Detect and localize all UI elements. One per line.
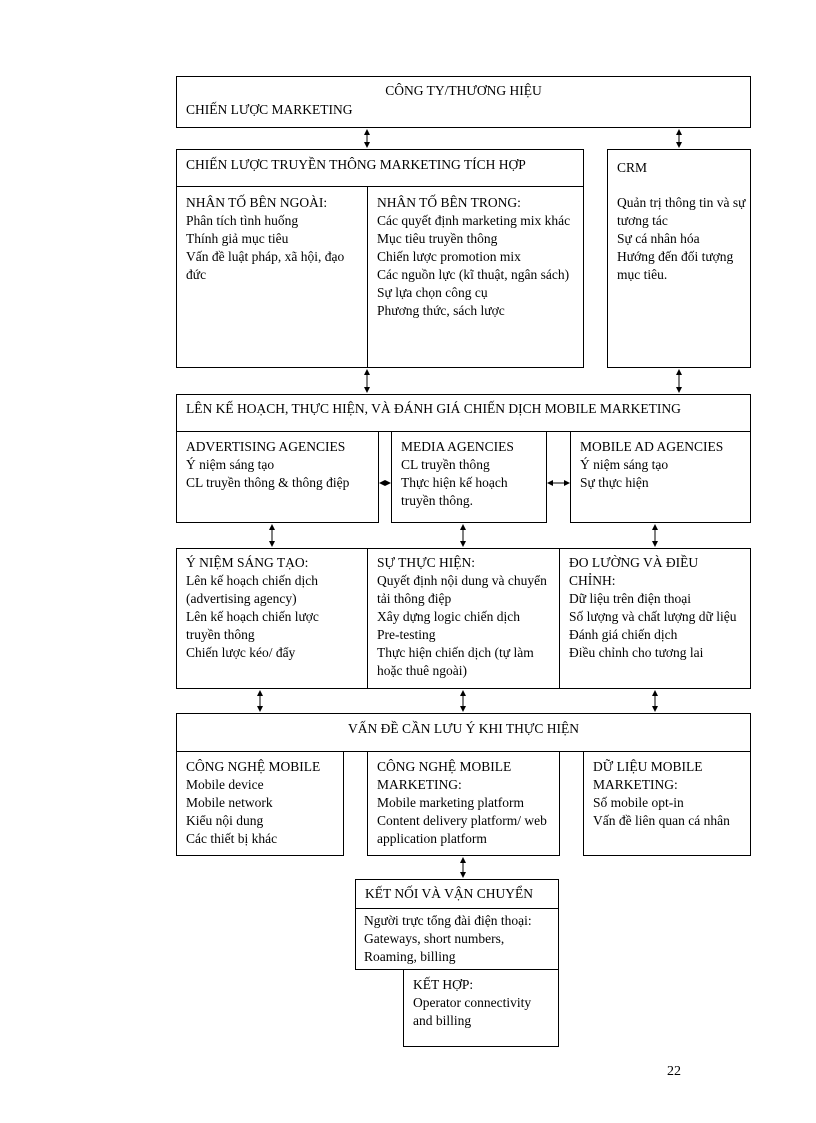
creative-concept-title: Ý NIỆM SÁNG TẠO: bbox=[186, 555, 309, 570]
imc-title: CHIẾN LƯỢC TRUYỀN THÔNG MARKETING TÍCH HỢP bbox=[186, 157, 526, 172]
issues-title: VẤN ĐỀ CẦN LƯU Ý KHI THỰC HIỆN bbox=[347, 721, 580, 736]
page-number: 22 bbox=[667, 1064, 681, 1079]
external-factors-title: NHÂN TỐ BÊN NGOÀI: bbox=[186, 195, 328, 210]
crm-title: CRM bbox=[617, 160, 648, 175]
crm-items: Quản trị thông tin và sự tương tác Sự cá nhân hóa Hướng đến đối tượng mục tiêu. bbox=[617, 195, 746, 282]
combine-items: Operator connectivity and billing bbox=[413, 995, 532, 1028]
mobile-ad-agencies-title: MOBILE AD AGENCIES bbox=[580, 439, 724, 454]
mm-data-title: DỮ LIỆU MOBILE MARKETING: bbox=[593, 759, 703, 792]
marketing-strategy-label: CHIẾN LƯỢC MARKETING bbox=[186, 102, 353, 117]
measure-adjust-title: ĐO LƯỜNG VÀ ĐIỀU CHỈNH: bbox=[569, 555, 699, 588]
creative-concept-items: Lên kế hoạch chiến dịch (advertising agency) Lên kế hoạch chiến lược truyền thông Chiến lược kéo/ đẩy bbox=[186, 573, 319, 660]
internal-factors-title: NHÂN TỐ BÊN TRONG: bbox=[377, 195, 521, 210]
mm-tech-title: CÔNG NGHỆ MOBILE MARKETING: bbox=[377, 759, 512, 792]
planning-title: LÊN KẾ HOẠCH, THỰC HIỆN, VÀ ĐÁNH GIÁ CHIẾN DỊCH MOBILE MARKETING bbox=[186, 401, 681, 416]
external-factors-items: Phân tích tình huống Thính giả mục tiêu Vấn đề luật pháp, xã hội, đạo đức bbox=[186, 213, 345, 282]
internal-factors-items: Các quyết định marketing mix khác Mục tiêu truyền thông Chiến lược promotion mix Các nguồn lực (kĩ thuật, ngân sách) Sự lựa chọn công cụ Phương thức, sách lược bbox=[377, 213, 571, 318]
mm-tech-items: Mobile marketing platform Content delivery platform/ web application platform bbox=[377, 795, 547, 846]
media-agencies-title: MEDIA AGENCIES bbox=[401, 439, 514, 454]
measure-adjust-items: Dữ liệu trên điện thoại Số lượng và chất lượng dữ liệu Đánh giá chiến dịch Điều chỉnh cho tương lai bbox=[569, 591, 737, 660]
media-agencies-items: CL truyền thông Thực hiện kế hoạch truyền thông. bbox=[401, 457, 508, 508]
connect-title: KẾT NỐI VÀ VẬN CHUYỂN bbox=[365, 886, 533, 901]
mobile-tech-items: Mobile device Mobile network Kiểu nội dung Các thiết bị khác bbox=[186, 777, 278, 846]
advertising-agencies-title: ADVERTISING AGENCIES bbox=[186, 439, 346, 454]
execution-title: SỰ THỰC HIỆN: bbox=[377, 555, 475, 570]
combine-title: KẾT HỢP: bbox=[413, 977, 474, 992]
company-title: CÔNG TY/THƯƠNG HIỆU bbox=[385, 83, 542, 98]
execution-items: Quyết định nội dung và chuyển tải thông điệp Xây dựng logic chiến dịch Pre-testing Thực hiện chiến dịch (tự làm hoặc thuê ngoài) bbox=[377, 573, 547, 678]
mobile-ad-agencies-items: Ý niệm sáng tạo Sự thực hiện bbox=[580, 457, 669, 490]
advertising-agencies-items: Ý niệm sáng tạo CL truyền thông & thông điệp bbox=[186, 457, 350, 490]
mm-data-items: Số mobile opt-in Vấn đề liên quan cá nhân bbox=[593, 795, 730, 828]
mobile-tech-title: CÔNG NGHỆ MOBILE bbox=[186, 759, 321, 774]
connect-items: Người trực tổng đài điện thoại: Gateways, short numbers, Roaming, billing bbox=[364, 913, 532, 964]
